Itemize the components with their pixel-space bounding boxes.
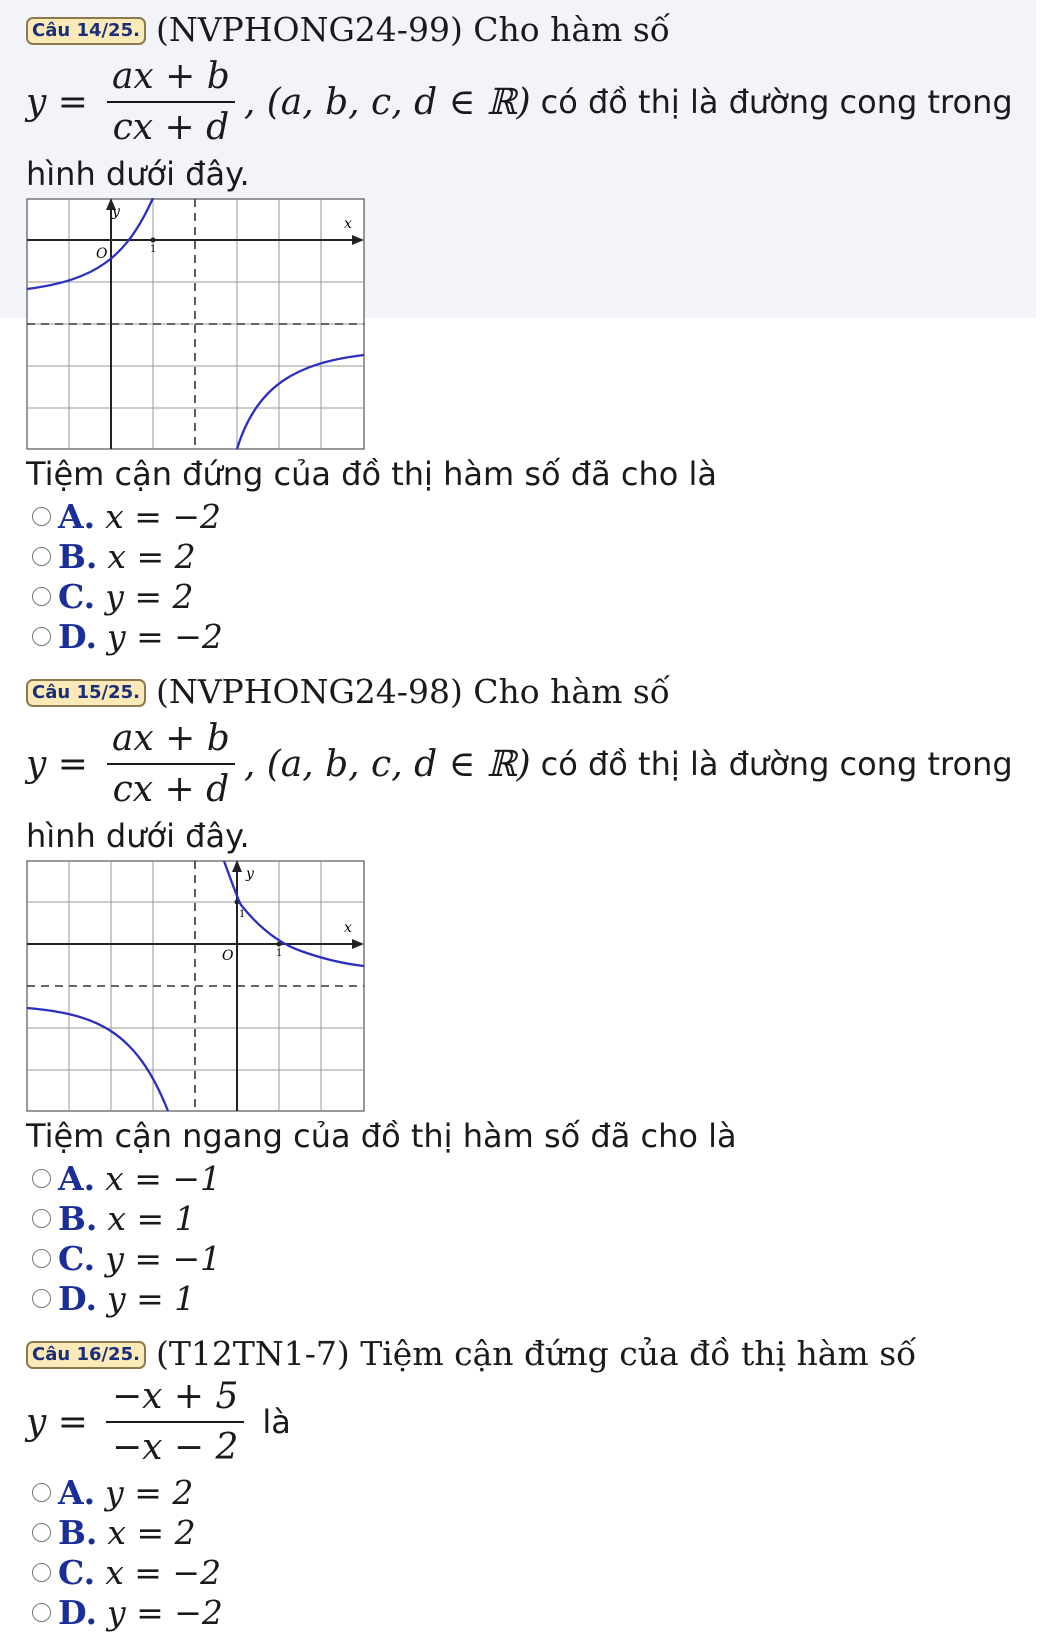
radio-button[interactable] bbox=[32, 1169, 51, 1188]
question-14 bbox=[26, 10, 1036, 656]
formula-text: có đồ thị là đường cong trong bbox=[540, 83, 1013, 121]
y-axis-label: y bbox=[112, 204, 120, 220]
denominator: cx + d bbox=[107, 763, 236, 810]
option-c[interactable]: C. y = −1 bbox=[26, 1238, 1036, 1278]
x-axis-label: x bbox=[344, 216, 352, 232]
radio-button[interactable] bbox=[32, 1563, 51, 1582]
option-d[interactable]: D. y = 1 bbox=[26, 1278, 1036, 1318]
radio-button[interactable] bbox=[32, 547, 51, 566]
option-c[interactable]: C. x = −2 bbox=[26, 1552, 1036, 1592]
radio-button[interactable] bbox=[32, 1249, 51, 1268]
origin-label: O bbox=[222, 948, 234, 964]
formula-lhs: y = bbox=[26, 743, 88, 785]
answer-options bbox=[26, 1158, 1036, 1318]
option-a[interactable]: A. y = 2 bbox=[26, 1472, 1036, 1512]
question-number-badge: Câu 15/25. bbox=[26, 679, 146, 707]
question-16 bbox=[26, 1334, 1036, 1632]
tick-label: 1 bbox=[150, 244, 157, 255]
radio-button[interactable] bbox=[32, 587, 51, 606]
radio-button[interactable] bbox=[32, 1289, 51, 1308]
x-axis-label: x bbox=[344, 920, 352, 936]
function-formula bbox=[26, 712, 1036, 816]
denominator: −x − 2 bbox=[106, 1421, 244, 1468]
formula-text: là bbox=[262, 1403, 291, 1441]
y-axis-label: y bbox=[246, 866, 254, 882]
function-graph bbox=[26, 198, 366, 450]
radio-button[interactable] bbox=[32, 1209, 51, 1228]
question-header bbox=[26, 672, 1036, 712]
question-header bbox=[26, 1334, 1036, 1374]
option-b[interactable]: B. x = 2 bbox=[26, 1512, 1036, 1552]
radio-button[interactable] bbox=[32, 1483, 51, 1502]
option-c[interactable]: C. y = 2 bbox=[26, 576, 1036, 616]
function-formula bbox=[26, 50, 1036, 154]
question-line2: hình dưới đây. bbox=[26, 155, 250, 193]
radio-button[interactable] bbox=[32, 507, 51, 526]
question-15 bbox=[26, 672, 1036, 1318]
formula-text: có đồ thị là đường cong trong bbox=[540, 745, 1013, 783]
option-b[interactable]: B. x = 1 bbox=[26, 1198, 1036, 1238]
question-source: (T12TN1-7) Tiệm cận đứng của đồ thị hàm số bbox=[155, 1334, 917, 1373]
origin-label: O bbox=[96, 246, 108, 262]
answer-options bbox=[26, 1472, 1036, 1632]
fraction bbox=[106, 718, 236, 810]
question-line2: hình dưới đây. bbox=[26, 817, 250, 855]
numerator: ax + b bbox=[111, 56, 230, 97]
answer-options bbox=[26, 496, 1036, 656]
formula-domain: , (a, b, c, d ∈ ℝ) bbox=[243, 81, 531, 123]
fraction bbox=[106, 1376, 244, 1468]
radio-button[interactable] bbox=[32, 627, 51, 646]
option-a[interactable]: A. x = −2 bbox=[26, 496, 1036, 536]
question-number-badge: Câu 14/25. bbox=[26, 17, 146, 45]
question-source: (NVPHONG24-99) Cho hàm số bbox=[155, 10, 670, 49]
function-graph bbox=[26, 860, 366, 1112]
question-source: (NVPHONG24-98) Cho hàm số bbox=[155, 672, 670, 711]
question-prompt: Tiệm cận ngang của đồ thị hàm số đã cho là bbox=[26, 1117, 737, 1155]
formula-domain: , (a, b, c, d ∈ ℝ) bbox=[243, 743, 531, 785]
question-prompt: Tiệm cận đứng của đồ thị hàm số đã cho là bbox=[26, 455, 717, 493]
numerator: ax + b bbox=[111, 718, 230, 759]
function-formula bbox=[26, 1374, 1036, 1470]
option-b[interactable]: B. x = 2 bbox=[26, 536, 1036, 576]
question-header bbox=[26, 10, 1036, 50]
radio-button[interactable] bbox=[32, 1603, 51, 1622]
radio-button[interactable] bbox=[32, 1523, 51, 1542]
denominator: cx + d bbox=[107, 101, 236, 148]
tick-label-y: 1 bbox=[239, 909, 246, 920]
numerator: −x + 5 bbox=[111, 1376, 239, 1417]
option-d[interactable]: D. y = −2 bbox=[26, 1592, 1036, 1632]
tick-label-x: 1 bbox=[276, 948, 283, 959]
option-a[interactable]: A. x = −1 bbox=[26, 1158, 1036, 1198]
fraction bbox=[106, 56, 236, 148]
formula-lhs: y = bbox=[26, 81, 88, 123]
question-number-badge: Câu 16/25. bbox=[26, 1341, 146, 1369]
option-d[interactable]: D. y = −2 bbox=[26, 616, 1036, 656]
formula-lhs: y = bbox=[26, 1401, 88, 1443]
